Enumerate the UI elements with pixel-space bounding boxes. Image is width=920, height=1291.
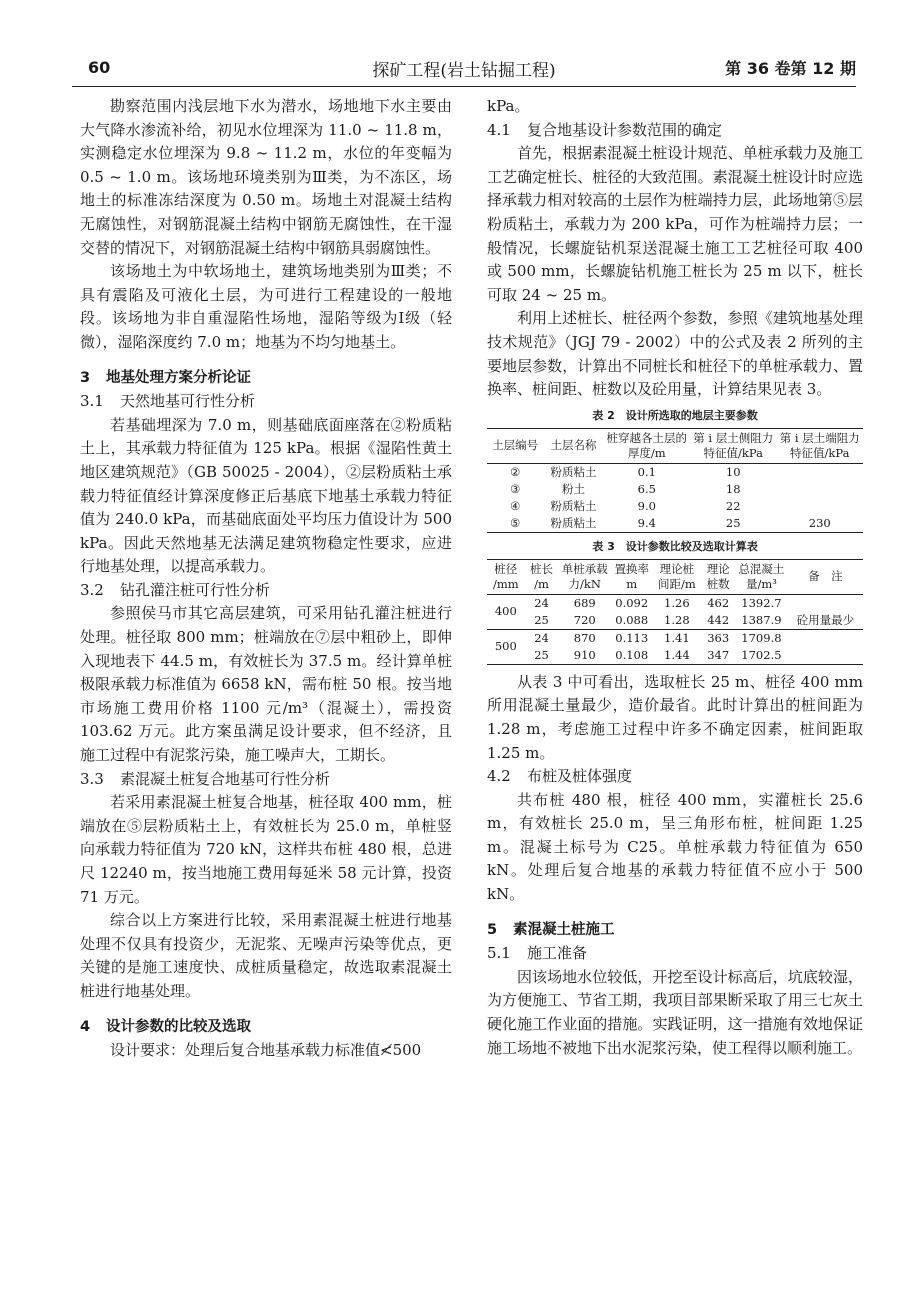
table-cell: ④ [510, 498, 521, 513]
subsection-heading-3-3: 3.3 素混凝土桩复合地基可行性分析 [80, 769, 331, 788]
table-cell: 砼用量最少 [788, 612, 863, 630]
table-cell: 25 [525, 612, 559, 630]
table-2 [487, 428, 863, 533]
table-cell: 0.092 [615, 595, 649, 610]
table-cell: 6.5 [637, 481, 656, 496]
table-header-cell: 备 注 [788, 559, 863, 594]
table-cell: 1.28 [652, 612, 701, 630]
table-3 [487, 559, 863, 665]
paragraph-3-3-a: 若采用素混凝土桩复合地基，桩径取 400 mm，桩端放在⑤层粉质粘土上，有效桩长为 25.0 m，单桩竖向承载力特征值为 720 kN，这样共布桩 480 根，总进尺 12240 m，按当地施工费用每延米 58 元计算，投资 71 万元。 [80, 793, 452, 906]
table-cell: 0.088 [611, 612, 652, 630]
table-cell: 0.113 [615, 630, 649, 645]
table-cell: 1387.9 [735, 612, 788, 630]
table-row [487, 629, 863, 647]
table-cell: 363 [707, 630, 730, 645]
table-cell [788, 594, 863, 612]
paragraph-table-3-analysis: 从表 3 中可看出，选取桩长 25 m、桩径 400 mm 所用混凝土量最少，造价最省。此时计算出的桩间距为 1.28 m，考虑施工过程中许多不确定因素，桩间距取 1.25 m。 [487, 672, 863, 762]
table-cell: 1.26 [664, 595, 690, 610]
table-cell: 500 [494, 639, 517, 654]
table-header-cell: 总混凝土量/m³ [735, 559, 788, 594]
subsection-heading-3-2: 3.2 钻孔灌注桩可行性分析 [80, 580, 271, 599]
section-heading-4: 4 设计参数的比较及选取 [80, 1018, 251, 1035]
table-cell: 1709.8 [741, 630, 782, 645]
table-header-cell: 理论桩数 [701, 559, 735, 594]
table-cell: 870 [573, 630, 596, 645]
right-column [487, 95, 863, 1060]
table-cell: 400 [487, 594, 525, 629]
table-row [487, 515, 863, 533]
table-cell: 粉质粘土 [550, 464, 597, 479]
paragraph-5-1: 因该场地水位较低，开挖至设计标高后，坑底较湿，为方便施工、节省工期，我项目部果断采取了用三七灰土硬化施工作业面的措施。实践证明，这一措施有效地保证施工场地不被地下出水泥浆污染，使工程得以顺利施工。 [487, 967, 863, 1057]
table-cell: 25 [725, 515, 741, 530]
table-cell: 1.41 [664, 630, 690, 645]
table-cell [788, 647, 863, 665]
table-cell: 10 [725, 464, 741, 479]
table-3-caption: 表 3 设计参数比较及选取计算表 [592, 539, 758, 553]
subsection-heading-4-2: 4.2 布桩及桩体强度 [487, 767, 633, 786]
table-header-cell: 桩穿越各土层的厚度/m [604, 428, 690, 463]
table-cell: 24 [534, 595, 549, 610]
table-header-cell: 桩径 /mm [487, 559, 525, 594]
table-header-cell: 土层编号 [487, 428, 543, 463]
table-row [487, 612, 863, 630]
table-cell: 9.4 [637, 515, 656, 530]
table-cell: 347 [707, 647, 730, 662]
paragraph-site-class: 该场地土为中软场地土，建筑场地类别为Ⅲ类；不具有震陷及可液化土层，为可进行工程建设的一般地段。该场地为非自重湿陷性场地，湿陷等级为Ⅰ级（轻微），湿陷深度约 7.0 m；地基为不均匀地基土。 [80, 262, 452, 351]
table-cell: 720 [558, 612, 611, 630]
table-cell [776, 498, 863, 515]
paragraph-3-3-b: 综合以上方案进行比较，采用素混凝土桩进行地基处理不仅具有投资少，无泥浆、无噪声污染等优点，更关键的是施工速度快、成桩质量稳定，故选取素混凝土桩进行地基处理。 [80, 911, 452, 1000]
table-header-cell: 桩长 /m [525, 559, 559, 594]
table-cell: 1.44 [664, 647, 690, 662]
section-heading-5: 5 素混凝土桩施工 [487, 921, 615, 938]
issue-label: 第 36 卷第 12 期 [725, 59, 856, 78]
page-number: 60 [88, 58, 111, 77]
table-cell: 442 [701, 612, 735, 630]
table-header-cell: 理论桩间距/m [652, 559, 701, 594]
subsection-heading-5-1: 5.1 施工准备 [487, 944, 588, 963]
left-column [80, 95, 452, 1063]
table-cell: 18 [725, 481, 741, 496]
table-cell [788, 629, 863, 647]
table-cell: 25 [534, 647, 549, 662]
table-header-cell: 土层名称 [543, 428, 603, 463]
paragraph-3-2: 参照侯马市其它高层建筑，可采用钻孔灌注桩进行处理。桩径取 800 mm；桩端放在⑦层中粗砂上，即伸入现地表下 44.5 m，有效桩长为 37.5 m。经计算单桩极限承载力标准值为 6658 kN，需布桩 50 根。按当地市场施工费用价格 1100 元/m³（混凝土），需投资 103.62 万元。此方案虽满足设计要求，但不经济，且施工过程中有泥浆污染，施工噪声大，工期长。 [80, 604, 452, 765]
page-header [72, 56, 856, 87]
table-header-cell: 置换率 m [611, 559, 652, 594]
paragraph-4-2: 共布桩 480 根，桩径 400 mm，实灌桩长 25.6 m，有效桩长 25.0 m，呈三角形布桩，桩间距 1.25 m。混凝土标号为 C25。单桩承载力特征值为 650 kN。处理后复合地基的承载力特征值不应小于 500 kN。 [487, 790, 863, 904]
table-row [487, 647, 863, 665]
table-cell: 1392.7 [741, 595, 782, 610]
table-cell: 1702.5 [741, 647, 782, 662]
table-cell: 689 [573, 595, 596, 610]
table-cell: 22 [725, 498, 741, 513]
table-cell: 462 [707, 595, 730, 610]
journal-title: 探矿工程(岩土钻掘工程) [372, 61, 556, 81]
subsection-heading-4-1: 4.1 复合地基设计参数范围的确定 [487, 120, 723, 139]
table-cell: 24 [534, 630, 549, 645]
table-row [487, 481, 863, 498]
table-cell: ⑤ [510, 515, 521, 530]
section-heading-3: 3 地基处理方案分析论证 [80, 369, 251, 386]
table-cell: 9.0 [637, 498, 656, 513]
table-cell: 粉质粘土 [550, 498, 597, 513]
table-row [487, 498, 863, 515]
table-cell: 粉土 [561, 481, 585, 496]
table-cell: ③ [510, 481, 521, 496]
table-cell [776, 481, 863, 498]
table-row [487, 594, 863, 612]
table-cell [776, 463, 863, 481]
paragraph-continuation: kPa。 [487, 97, 530, 115]
table-cell: 230 [808, 515, 831, 530]
table-cell: ② [510, 464, 521, 479]
table-cell: 910 [573, 647, 596, 662]
paragraph-4: 设计要求：处理后复合地基承载力标准值≮500 [110, 1041, 422, 1060]
subsection-heading-3-1: 3.1 天然地基可行性分析 [80, 392, 256, 411]
paragraph-4-1-b: 利用上述桩长、桩径两个参数，参照《建筑地基处理技术规范》（JGJ 79 - 2002）中的公式及表 2 所列的主要地层参数，计算出不同桩长和桩径下的单桩承载力、置换率、桩间距、桩数以及砼用量，计算结果见表 3。 [487, 309, 863, 399]
table-cell: 粉质粘土 [550, 515, 597, 530]
table-2-caption: 表 2 设计所选取的地层主要参数 [592, 408, 758, 422]
table-row [487, 463, 863, 481]
paragraph-3-1: 若基础埋深为 7.0 m，则基础底面座落在②粉质粘土上，其承载力特征值为 125 kPa。根据《湿陷性黄土地区建筑规范》（GB 50025 - 2004），②层粉质粘土承载力特征值经计算深度修正后基底下地基土承载力特征值为 240.0 kPa，而基础底面处平均压力值设计为 500 kPa。因此天然地基无法满足建筑物稳定性要求，应进行地基处理，以提高承载力。 [80, 415, 452, 576]
paragraph-groundwater: 勘察范围内浅层地下水为潜水，场地地下水主要由大气降水渗流补给，初见水位埋深为 11.0 ~ 11.8 m，实测稳定水位埋深为 9.8 ~ 11.2 m，水位的年变幅为 0.5 ~ 1.0 m。该场地环境类别为Ⅲ类，为不冻区，场地土的标准冻结深度为 0.50 m。场地土对混凝土结构无腐蚀性，对钢筋混凝土结构中钢筋无腐蚀性，在干湿交替的情况下，对钢筋混凝土结构中钢筋具弱腐蚀性。 [80, 97, 452, 257]
table-header-cell: 第 i 层土端阻力特征值/kPa [776, 428, 863, 463]
table-cell: 0.1 [637, 464, 656, 479]
table-cell: 0.108 [615, 647, 649, 662]
table-header-cell: 单桩承载力/kN [558, 559, 611, 594]
paragraph-4-1-a: 首先，根据素混凝土桩设计规范、单桩承载力及施工工艺确定桩长、桩径的大致范围。素混凝土桩设计时应选择承载力相对较高的土层作为桩端持力层，此场地第⑤层粉质粘土，承载力为 200 kPa，可作为桩端持力层；一般情况，长螺旋钻机泵送混凝土施工工艺桩径可取 400 或 500 mm，长螺旋钻机施工桩长为 25 m 以下，桩长可取 24 ~ 25 m。 [487, 144, 863, 304]
table-header-cell: 第 i 层土侧阻力特征值/kPa [690, 428, 776, 463]
